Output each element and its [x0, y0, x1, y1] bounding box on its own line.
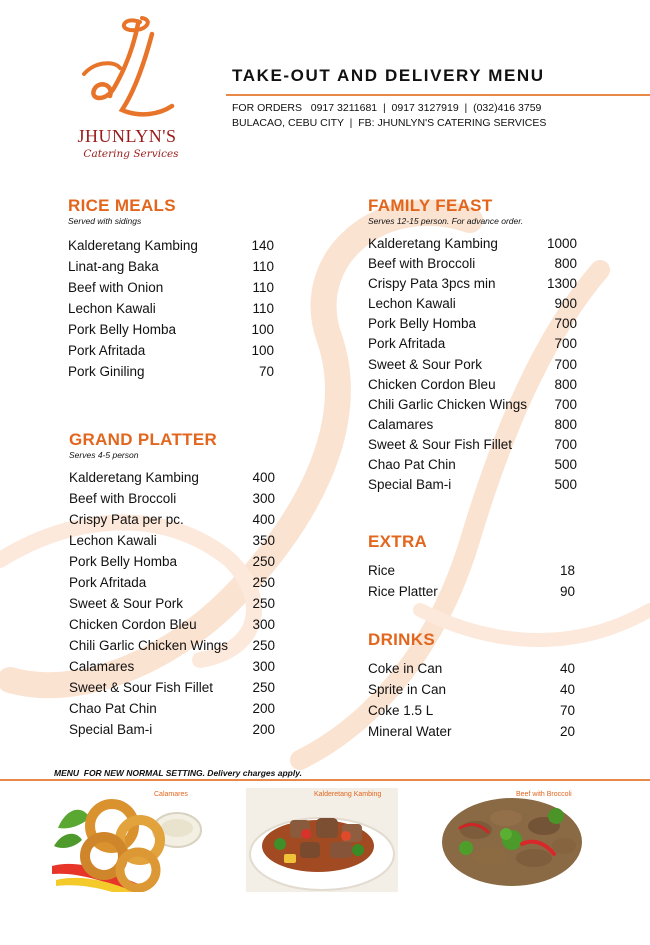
item-price: 800	[554, 376, 577, 392]
item-price: 300	[252, 659, 275, 674]
menu-item	[368, 658, 575, 679]
menu-item	[368, 455, 577, 475]
item-price: 100	[251, 322, 274, 337]
item-name: Kalderetang Kambing	[68, 238, 198, 253]
item-name: Crispy Pata 3pcs min	[368, 276, 496, 292]
beef-broccoli-image	[436, 788, 588, 892]
item-name: Beef with Broccoli	[69, 491, 177, 506]
item-price: 900	[554, 296, 577, 312]
item-name: Calamares	[368, 416, 434, 432]
item-name: Pork Afritada	[69, 575, 147, 590]
item-name: Pork Belly Homba	[68, 322, 177, 337]
section-title: EXTRA	[368, 532, 428, 551]
item-price: 800	[554, 416, 577, 432]
item-price: 140	[251, 238, 274, 253]
photo-kalderetang-kambing	[246, 788, 398, 892]
photo-label: Kalderetang Kambing	[314, 791, 382, 798]
item-name: Beef with Broccoli	[368, 256, 476, 272]
item-price: 110	[252, 301, 274, 316]
item-name: Pork Afritada	[68, 343, 146, 358]
item-price: 100	[251, 343, 274, 358]
item-price: 350	[252, 533, 275, 548]
item-name: Kalderetang Kambing	[69, 470, 199, 485]
menu-item	[368, 274, 577, 294]
menu-item	[368, 234, 577, 254]
calamares-image	[52, 788, 204, 892]
item-price: 300	[252, 491, 275, 506]
section-subtitle: Serves 4-5 person	[69, 450, 139, 460]
menu-item	[68, 235, 274, 256]
item-price: 70	[258, 364, 274, 379]
menu-item	[68, 319, 274, 340]
item-name: Sweet & Sour Fish Fillet	[368, 436, 513, 452]
item-price: 250	[252, 680, 275, 695]
menu-item	[69, 614, 275, 635]
item-name: Chili Garlic Chicken Wings	[368, 396, 528, 412]
item-price: 200	[252, 701, 275, 716]
section-extra	[368, 532, 575, 602]
item-price: 1000	[546, 236, 577, 251]
item-name: Pork Belly Homba	[69, 554, 178, 569]
item-price: 800	[554, 256, 577, 272]
item-name: Kalderetang Kambing	[368, 236, 498, 251]
menu-item	[368, 581, 575, 602]
item-price: 500	[554, 477, 577, 493]
item-name: Coke in Can	[368, 661, 443, 676]
menu-item	[69, 467, 275, 488]
contact-info	[232, 101, 546, 130]
title-divider	[226, 94, 650, 96]
menu-item	[368, 721, 575, 742]
item-price: 400	[252, 512, 275, 527]
item-name: Beef with Onion	[68, 280, 164, 295]
item-name: Pork Afritada	[368, 336, 446, 352]
menu-item	[69, 635, 275, 656]
item-price: 700	[554, 396, 577, 412]
footer-note: MENU FOR NEW NORMAL SETTING. Delivery charges apply.	[54, 768, 302, 778]
photo-label: Beef with Broccoli	[516, 791, 572, 798]
item-name: Coke 1.5 L	[368, 703, 434, 718]
item-price: 18	[559, 563, 575, 578]
menu-item	[69, 488, 275, 509]
item-price: 400	[252, 470, 275, 485]
section-subtitle: Serves 12-15 person. For advance order.	[368, 216, 524, 226]
section-subtitle: Served with sidings	[68, 216, 142, 226]
menu-item	[368, 254, 577, 274]
section-rice-meals	[68, 196, 274, 382]
section-title: DRINKS	[368, 630, 435, 649]
menu-item	[368, 435, 577, 455]
photo-label: Calamares	[154, 791, 188, 798]
section-title: RICE MEALS	[68, 196, 176, 215]
item-name: Chao Pat Chin	[69, 701, 157, 716]
menu-item	[368, 560, 575, 581]
menu-item	[368, 679, 575, 700]
item-price: 700	[554, 336, 577, 352]
item-name: Linat-ang Baka	[68, 259, 159, 274]
menu-item	[368, 700, 575, 721]
section-family-feast	[368, 196, 577, 495]
item-name: Chili Garlic Chicken Wings	[69, 638, 229, 653]
item-price: 1300	[546, 276, 577, 292]
item-name: Lechon Kawali	[368, 296, 456, 312]
item-price: 40	[559, 661, 575, 676]
item-name: Crispy Pata per pc.	[69, 512, 184, 527]
item-name: Chicken Cordon Bleu	[69, 617, 197, 632]
footer-divider	[0, 779, 650, 781]
contact-phones: FOR ORDERS 0917 3211681 | 0917 3127919 | (032)416 3759	[232, 102, 542, 114]
item-price: 500	[554, 457, 577, 473]
section-title: GRAND PLATTER	[69, 430, 218, 449]
menu-item	[68, 277, 274, 298]
page-title: TAKE-OUT AND DELIVERY MENU	[232, 66, 545, 85]
item-price: 90	[559, 584, 575, 599]
menu-item	[68, 298, 274, 319]
menu-item	[368, 314, 577, 334]
item-price: 200	[252, 722, 275, 737]
item-name: Pork Giniling	[68, 364, 145, 379]
menu-item	[68, 361, 274, 382]
item-price: 20	[559, 724, 575, 739]
menu-item	[368, 475, 577, 495]
jl-monogram-icon	[80, 14, 180, 126]
item-price: 250	[252, 575, 275, 590]
item-name: Chicken Cordon Bleu	[368, 376, 496, 392]
item-price: 110	[252, 280, 274, 295]
item-name: Sprite in Can	[368, 682, 447, 697]
section-drinks	[368, 630, 575, 742]
item-price: 110	[252, 259, 274, 274]
section-grand-platter	[69, 430, 275, 740]
item-name: Sweet & Sour Pork	[69, 596, 184, 611]
item-name: Special Bam-i	[368, 477, 452, 493]
menu-item	[368, 375, 577, 395]
item-name: Calamares	[69, 659, 135, 674]
item-name: Rice Platter	[368, 584, 438, 599]
item-name: Mineral Water	[368, 724, 452, 739]
item-price: 40	[559, 682, 575, 697]
menu-item	[368, 395, 577, 415]
menu-item	[69, 551, 275, 572]
menu-item	[69, 656, 275, 677]
menu-item	[368, 415, 577, 435]
menu-item	[69, 530, 275, 551]
menu-item	[69, 719, 275, 740]
item-name: Pork Belly Homba	[368, 316, 477, 332]
menu-item	[368, 294, 577, 314]
photo-calamares	[52, 788, 204, 892]
menu-item	[69, 593, 275, 614]
item-name: Sweet & Sour Fish Fillet	[69, 680, 214, 695]
item-price: 700	[554, 316, 577, 332]
item-price: 300	[252, 617, 275, 632]
item-name: Chao Pat Chin	[368, 457, 456, 473]
brand-subtitle: Catering Services	[83, 148, 179, 160]
brand-name: JHUNLYN'S	[77, 126, 177, 146]
item-name: Lechon Kawali	[68, 301, 156, 316]
item-name: Special Bam-i	[69, 722, 153, 737]
menu-item	[69, 509, 275, 530]
section-title: FAMILY FEAST	[368, 196, 493, 215]
brand-logo	[62, 14, 202, 164]
item-name: Lechon Kawali	[69, 533, 157, 548]
menu-item	[368, 334, 577, 354]
menu-item	[69, 698, 275, 719]
photo-beef-with-broccoli	[436, 788, 588, 892]
item-price: 250	[252, 554, 275, 569]
kaldereta-image	[246, 788, 398, 892]
item-name: Sweet & Sour Pork	[368, 356, 483, 372]
menu-item	[69, 572, 275, 593]
menu-item	[68, 340, 274, 361]
menu-item	[68, 256, 274, 277]
item-price: 250	[252, 638, 275, 653]
contact-address: BULACAO, CEBU CITY | FB: JHUNLYN'S CATERING SERVICES	[232, 116, 547, 129]
menu-item	[69, 677, 275, 698]
item-price: 700	[554, 356, 577, 372]
item-price: 70	[559, 703, 575, 718]
item-price: 700	[554, 436, 577, 452]
item-price: 250	[252, 596, 275, 611]
menu-item	[368, 355, 577, 375]
item-name: Rice	[368, 563, 396, 578]
